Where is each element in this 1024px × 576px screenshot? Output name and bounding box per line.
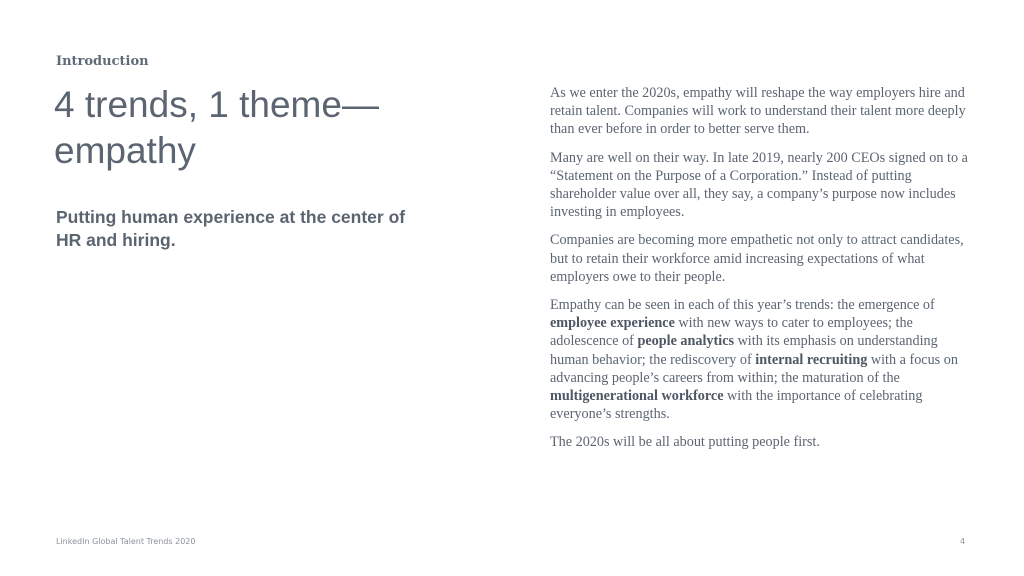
paragraph-5: The 2020s will be all about putting people first. (550, 434, 820, 451)
paragraph-4-text-4: with a focus on advancing people’s careers from within; the maturation of the (550, 351, 958, 386)
paragraph-4 (550, 296, 970, 423)
paragraph-4-text-1: Empathy can be seen in each of this year’s trends: the emergence of (550, 297, 935, 314)
paragraph-1: As we enter the 2020s, empathy will reshape the way employers hire and retain talent. Companies will work to understand their talent more deeply than ever before in order to better serve them. (550, 85, 966, 138)
trend-multigenerational-workforce: multigenerational workforce (550, 388, 724, 405)
trend-employee-experience: employee experience (550, 315, 675, 332)
page-subtitle: Putting human experience at the center of HR and hiring. (56, 207, 406, 250)
paragraph-4-text-2: with new ways to cater to employees; the adolescence of (550, 315, 913, 350)
trend-internal-recruiting: internal recruiting (755, 351, 868, 368)
page-title: 4 trends, 1 theme— empathy (54, 84, 379, 171)
paragraph-2: Many are well on their way. In late 2019, nearly 200 CEOs signed on to a “Statement on the Purpose of a Corporation.” Instead of putting shareholder value over all, they say, a company’s purpose now includes investing in employees. (550, 149, 968, 221)
paragraph-3: Companies are becoming more empathetic not only to attract candidates, but to retain their workforce amid increasing expectations of what employers owe to their people. (550, 232, 964, 285)
footer-source: LinkedIn Global Talent Trends 2020 (56, 537, 196, 546)
body-text (550, 84, 970, 462)
section-label: Introduction (56, 54, 149, 69)
paragraph-4-text-3: with its emphasis on understanding human behavior; the rediscovery of (550, 333, 938, 368)
paragraph-4-text-5: with the importance of celebrating everyone’s strengths. (550, 388, 923, 423)
trend-people-analytics: people analytics (637, 333, 735, 350)
page-number: 4 (960, 537, 966, 546)
